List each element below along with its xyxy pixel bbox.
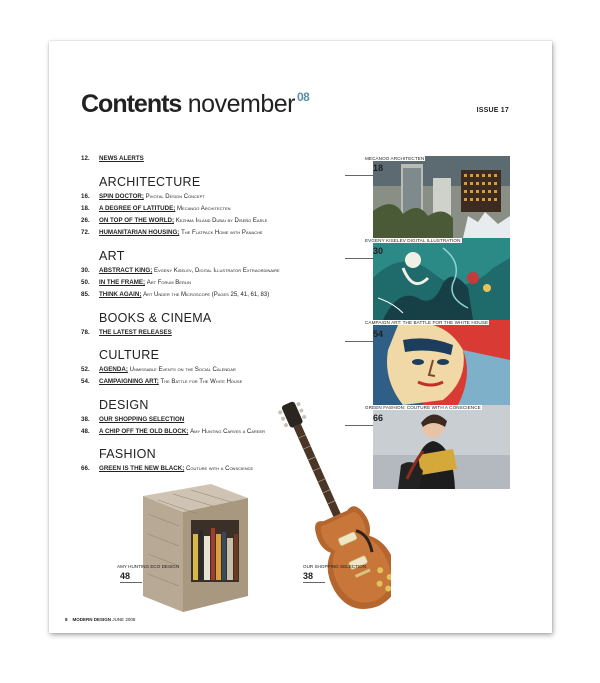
toc-entry[interactable]	[81, 416, 184, 424]
entry-page: 16.	[81, 193, 90, 200]
entry-desc: The Flatpack Home with Panache	[181, 230, 263, 236]
toc-entry[interactable]	[81, 217, 267, 225]
entry-title: OUR SHOPPING SELECTION	[99, 416, 185, 423]
entry-desc: Unmissable Events on the Social Calendar	[129, 367, 236, 373]
entry-desc: Evgeny Kiselev, Digital Illustrator Extraordinaire	[154, 268, 280, 274]
title-number: 08	[296, 90, 310, 104]
entry-desc: The Battle for The White House	[160, 379, 243, 385]
toc-entry[interactable]	[81, 378, 242, 386]
entry-title: THE LATEST RELEASES	[99, 329, 172, 336]
title-month: november	[187, 90, 295, 118]
entry-page: 72.	[81, 229, 90, 236]
entry-title: CAMPAIGNING ART;	[99, 378, 159, 385]
guitar-image	[271, 389, 391, 629]
section-heading: ARCHITECTURE	[99, 175, 201, 189]
entry-desc: Kezhma Island Dubai by Diseño Earle	[175, 218, 268, 224]
toc-entry[interactable]	[81, 205, 231, 213]
leader-line	[345, 341, 373, 342]
footer-date: JUNE 2008	[112, 617, 136, 622]
title-bold: Contents	[81, 90, 182, 118]
photo-page-number: 30	[373, 246, 384, 256]
photo-caption: EVGENY KISELEV DIGITAL ILLUSTRATION	[365, 238, 461, 243]
section-heading: DESIGN	[99, 398, 149, 412]
photo-caption: MECANOO ARCHITECTEN	[365, 156, 425, 161]
toc-entry[interactable]	[81, 229, 263, 237]
entry-title: A DEGREE OF LATITUDE;	[99, 205, 176, 212]
entry-desc: Mecanoo Architecten	[177, 206, 231, 212]
toc-entry[interactable]	[81, 267, 280, 275]
toc-entry[interactable]	[81, 428, 265, 436]
entry-page: 50.	[81, 279, 90, 286]
entry-desc: Couture with a Conscience	[186, 466, 254, 472]
entry-title: HUMANITARIAN HOUSING;	[99, 229, 180, 236]
toc-entry[interactable]	[81, 279, 191, 287]
entry-page: 54.	[81, 378, 90, 385]
stool-image	[143, 484, 248, 612]
entry-title: ABSTRACT KING;	[99, 267, 153, 274]
footer-page: 8	[65, 617, 68, 622]
issue-label: ISSUE 17	[476, 107, 509, 114]
section-heading: CULTURE	[99, 348, 160, 362]
entry-page: 30.	[81, 267, 90, 274]
entry-title: GREEN IS THE NEW BLACK;	[99, 465, 185, 472]
toc-entry[interactable]	[81, 329, 172, 337]
entry-page: 12.	[81, 155, 90, 162]
entry-page: 52.	[81, 366, 90, 373]
leader-line	[120, 582, 142, 583]
photo-page-number: 66	[373, 413, 384, 423]
entry-title: IN THE FRAME;	[99, 279, 146, 286]
entry-title: ON TOP OF THE WORLD;	[99, 217, 175, 224]
stool-page-number: 48	[120, 571, 131, 581]
toc-entry[interactable]	[81, 366, 236, 374]
photo-campaign-art[interactable]	[373, 320, 510, 405]
entry-desc: Art Under the Microscope (Pages 25, 41, 61, 83)	[143, 292, 270, 298]
section-heading: FASHION	[99, 447, 156, 461]
leader-line	[345, 258, 373, 259]
photo-page-number: 54	[373, 329, 384, 339]
leader-line	[345, 175, 373, 176]
magazine-page	[49, 41, 552, 633]
toc-entry[interactable]	[81, 465, 253, 473]
photo-architecture[interactable]	[373, 156, 510, 238]
entry-title: A CHIP OFF THE OLD BLOCK;	[99, 428, 189, 435]
toc-entry[interactable]	[81, 155, 144, 163]
photo-page-number: 18	[373, 163, 384, 173]
entry-page: 78.	[81, 329, 90, 336]
toc-entry[interactable]	[81, 193, 205, 201]
entry-page: 18.	[81, 205, 90, 212]
entry-title: AGENDA;	[99, 366, 128, 373]
page-title	[81, 90, 309, 119]
stool-caption: AMY HUNTING ECO DESIGN	[117, 564, 180, 569]
entry-desc: Amy Hunting Carves a Career	[190, 429, 266, 435]
photo-illustration[interactable]	[373, 238, 510, 320]
entry-page: 85.	[81, 291, 90, 298]
entry-desc: Art Forum Berlin	[146, 280, 192, 286]
entry-page: 26.	[81, 217, 90, 224]
footer	[65, 617, 135, 622]
entry-page: 38.	[81, 416, 90, 423]
photo-caption: CAMPAIGN ART: THE BATTLE FOR THE WHITE HOUSE	[365, 320, 489, 325]
photo-fashion[interactable]	[373, 405, 510, 489]
entry-title: THINK AGAIN;	[99, 291, 142, 298]
photo-caption: GREEN FASHION: COUTURE WITH A CONSCIENCE	[365, 405, 481, 410]
footer-magazine: MODERN DESIGN	[72, 617, 112, 622]
entry-desc: Pivotal Design Concept	[145, 194, 205, 200]
guitar-page-number: 38	[303, 571, 314, 581]
entry-page: 48.	[81, 428, 90, 435]
toc-entry[interactable]	[81, 291, 269, 299]
section-heading: ART	[99, 249, 125, 263]
entry-page: 66.	[81, 465, 90, 472]
entry-title: NEWS ALERTS	[99, 155, 144, 162]
guitar-caption: OUR SHOPPING SELECTION	[303, 564, 367, 569]
entry-title: SPIN DOCTOR;	[99, 193, 144, 200]
section-heading: BOOKS & CINEMA	[99, 311, 212, 325]
leader-line	[303, 582, 325, 583]
